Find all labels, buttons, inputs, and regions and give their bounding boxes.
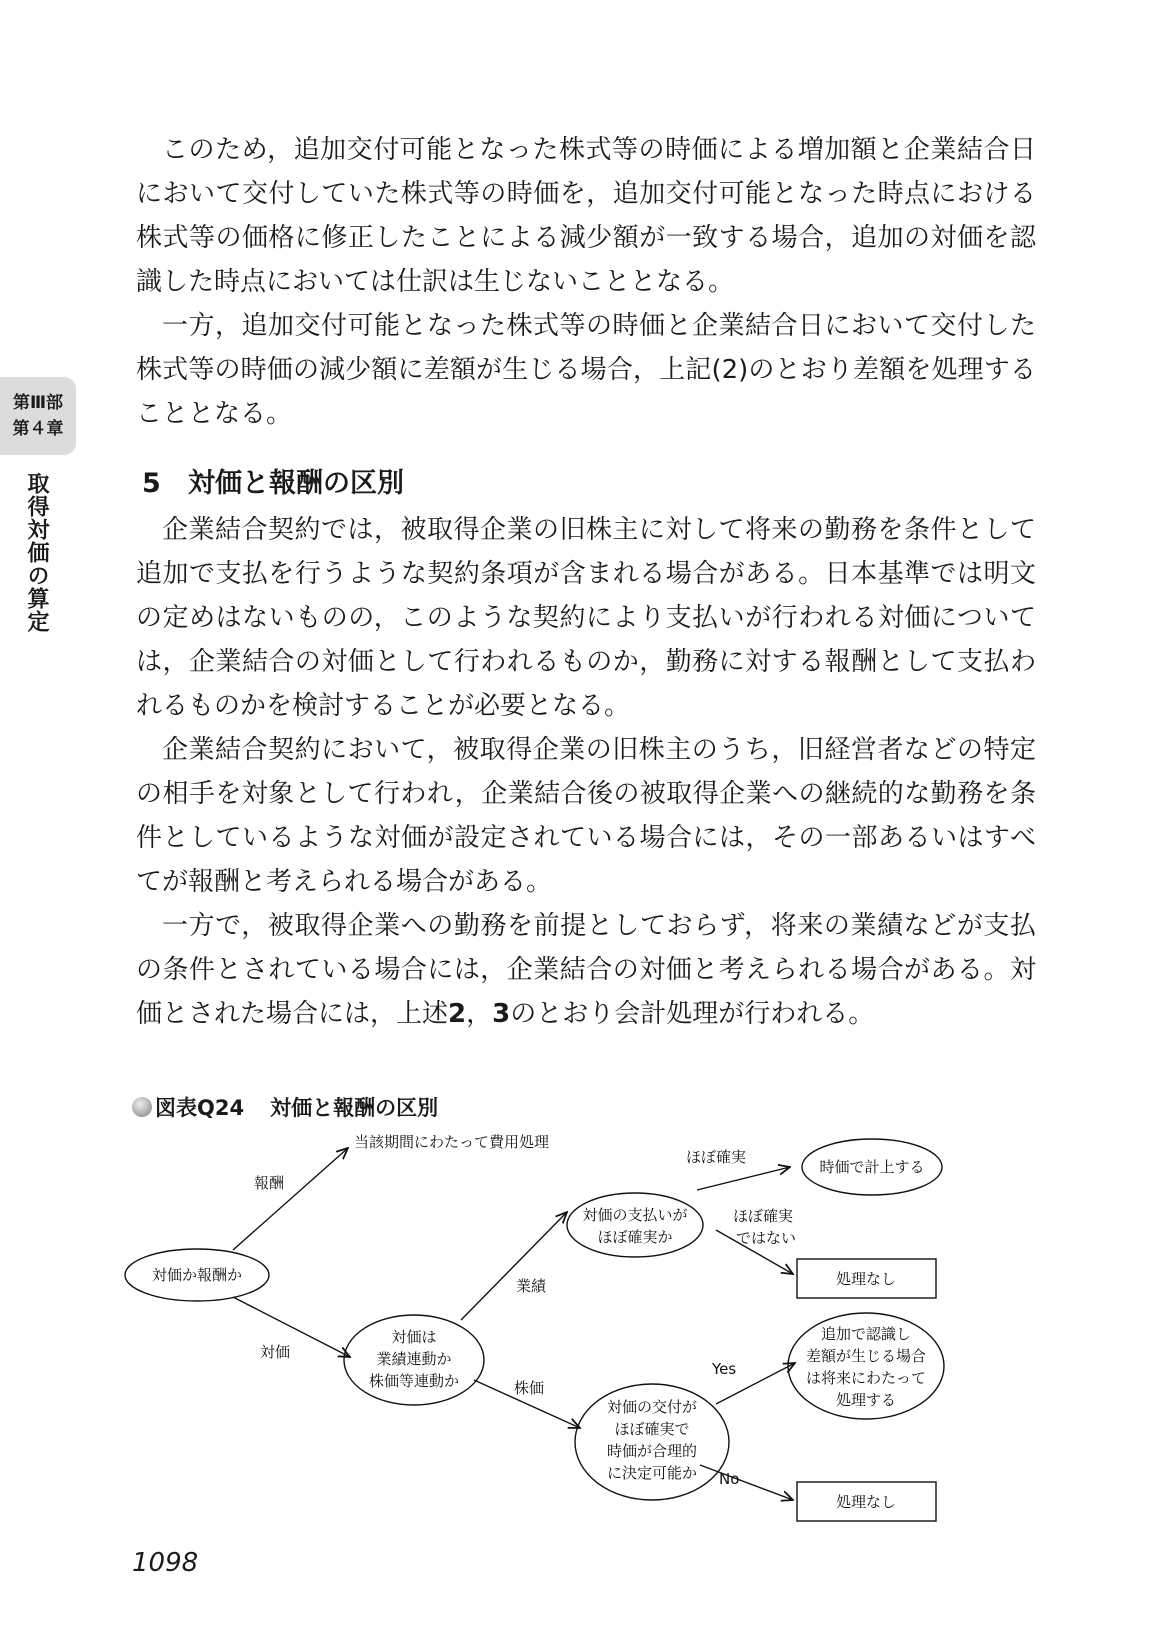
edge-remuneration-label: 報酬 <box>254 1174 285 1192</box>
edge-consideration-label: 対価 <box>260 1343 291 1361</box>
page-number: 1098 <box>132 1548 199 1578</box>
node-fairvalue-label: 時価で計上する <box>819 1158 925 1176</box>
para5-sep: ， <box>466 999 493 1029</box>
edge-stock-label: 株価 <box>514 1379 545 1397</box>
edge-no <box>700 1465 793 1500</box>
node-delivery-line: 対価の交付が <box>606 1398 698 1416</box>
edge-remuneration <box>233 1148 348 1250</box>
node-recognize-line: 追加で認識し <box>820 1325 912 1343</box>
para5-text1: 一方で，被取得企業への勤務を前提としておらず，将来の業績などが支払の条件とされている場合には，企業結合の対価と考えられる場合がある。対価とされた場合には，上述 <box>136 911 1036 1029</box>
node-recognize-line: 差額が生じる場合 <box>805 1347 927 1365</box>
node-recognize-line: 処理する <box>835 1391 897 1409</box>
figure-title-text: 対価と報酬の区別 <box>270 1096 439 1120</box>
edge-almost-certain-label: ほぼ確実 <box>686 1148 747 1166</box>
paragraph: このため，追加交付可能となった株式等の時価による増加額と企業結合日において交付していた株式等の時価を，追加交付可能となった時点における株式等の価格に修正したことによる減少額が一致する場合，追加の対価を認識した時点においては仕訳は生じないこととなる。 <box>136 135 1036 297</box>
node-none-1-label: 処理なし <box>835 1270 897 1288</box>
edge-no-label: No <box>719 1470 740 1488</box>
edge-performance <box>461 1212 567 1320</box>
edge-not-certain-line: ほぼ確実 <box>733 1207 794 1225</box>
node-delivery-line: ほぼ確実で <box>614 1420 690 1438</box>
edge-consideration <box>233 1297 350 1357</box>
chapter-label: 第４章 <box>12 419 64 439</box>
node-linked-line: 業績連動か <box>376 1350 452 1368</box>
chapter-title-vertical: 取得対価の算定 <box>24 472 49 633</box>
node-start-label: 対価か報酬か <box>151 1266 243 1284</box>
part-label: 第Ⅲ部 <box>12 393 64 413</box>
node-payment-line: 対価の支払いが <box>582 1206 688 1224</box>
section-number: 5 <box>142 468 161 499</box>
para5-text2: のとおり会計処理が行われる。 <box>510 999 875 1029</box>
node-linked-line: 対価は <box>391 1328 437 1346</box>
paragraph: 企業結合契約では，被取得企業の旧株主に対して将来の勤務を条件として追加で支払を行うような契約条項が含まれる場合がある。日本基準では明文の定めはないものの，このような契約により支払いが行われる対価については，企業結合の対価として行われるものか，勤務に対する報酬として支払われるものかを検討することが必要となる。 <box>136 515 1036 721</box>
figure-label: 図表Q24 <box>155 1096 245 1120</box>
edge-almost-certain <box>697 1167 790 1190</box>
node-recognize-line: は将来にわたって <box>805 1369 927 1387</box>
paragraph: 一方，追加交付可能となった株式等の時価と企業結合日において交付した株式等の時価の減少額に差額が生じる場合，上記(2)のとおり差額を処理することとなる。 <box>136 311 1036 429</box>
section-ref-2: 2 <box>448 999 467 1029</box>
node-payment <box>567 1193 703 1257</box>
edge-not-certain-line: ではない <box>736 1229 797 1247</box>
section-title: 対価と報酬の区別 <box>188 468 404 499</box>
node-delivery-line: に決定可能か <box>606 1464 698 1482</box>
paragraph: 企業結合契約において，被取得企業の旧株主のうち，旧経営者などの特定の相手を対象として行われ，企業結合後の被取得企業への継続的な勤務を条件としているような対価が設定されている場合には，その一部あるいはすべてが報酬と考えられる場合がある。 <box>136 735 1036 897</box>
node-expense-label: 当該期間にわたって費用処理 <box>354 1133 550 1151</box>
node-delivery-line: 時価が合理的 <box>606 1442 698 1460</box>
edge-yes-label: Yes <box>712 1360 737 1378</box>
node-linked-line: 株価等連動か <box>368 1372 460 1390</box>
node-none-2-label: 処理なし <box>835 1493 897 1511</box>
node-payment-line: ほぼ確実か <box>597 1228 673 1246</box>
edge-performance-label: 業績 <box>516 1277 547 1295</box>
section-ref-3: 3 <box>492 999 511 1029</box>
